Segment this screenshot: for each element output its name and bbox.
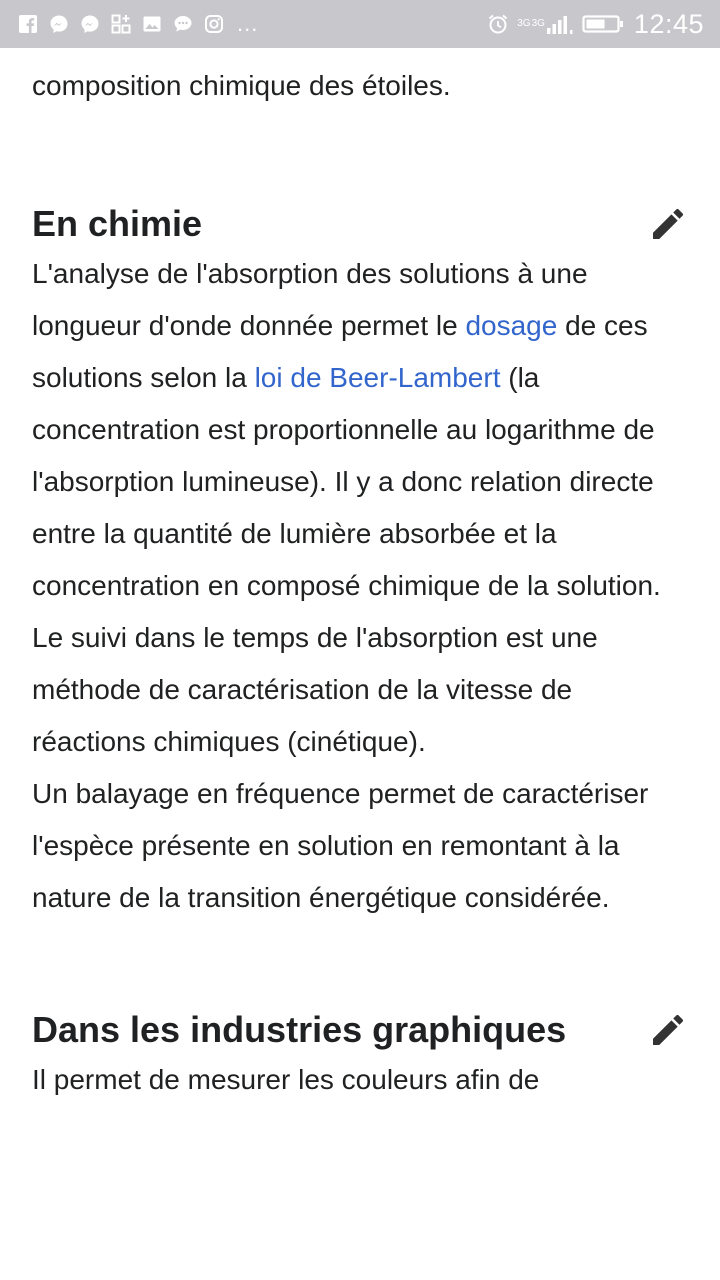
more-notifications-indicator: ... [237,11,259,36]
status-system [479,9,704,40]
edit-pencil-icon[interactable] [648,204,688,244]
chat-icon [173,14,193,34]
gallery-icon [142,14,162,34]
paragraph-absorption [32,248,688,768]
edit-pencil-icon[interactable] [648,1010,688,1050]
messenger-icon-2 [80,14,100,34]
status-time: 12:45 [633,8,704,39]
intro-partial-line: composition chimique des étoiles. [32,70,451,101]
status-notifications [18,11,259,36]
paragraph-text: L'analyse de l'absorption des solutions à une longueur d'onde donnée permet le [32,258,588,341]
signal-icon [546,13,574,35]
alarm-icon [487,13,509,35]
article-content [0,48,720,1106]
paragraph-text: (la concentration est proportionnelle au logarithme de l'absorption lumineuse). Il y a donc relation directe entre la quantité de lumière absorbée et la concentration en composé chimique de la solution. Le suivi dans le temps de l'absorption est une méthode de caractérisation de la vitesse de réactions chimiques (cinétique). [32,362,661,757]
messenger-icon [49,14,69,34]
battery-icon [582,13,624,35]
section-title: En chimie [32,203,203,244]
network-type-sim2: 3G [531,18,545,29]
paragraph-mesure-couleurs: Il permet de mesurer les couleurs afin de [32,1064,540,1095]
status-bar [0,0,720,48]
section-title: Dans les industries graphiques [32,1009,567,1050]
link-loi-de-beer-lambert[interactable]: loi de Beer-Lambert [254,362,501,393]
network-type [517,19,545,29]
link-dosage[interactable]: dosage [465,310,558,341]
network-type-sim1: 3G [517,18,531,29]
instagram-icon [204,14,224,34]
facebook-icon [18,14,38,34]
app-grid-icon [111,14,131,34]
section-heading-en-chimie [32,200,688,248]
section-heading-industries-graphiques [32,1006,688,1054]
paragraph-text: de ces solutions selon la [32,310,648,393]
paragraph-balayage: Un balayage en fréquence permet de caractériser l'espèce présente en solution en remontant à la nature de la transition énergétique considérée. [32,778,649,913]
